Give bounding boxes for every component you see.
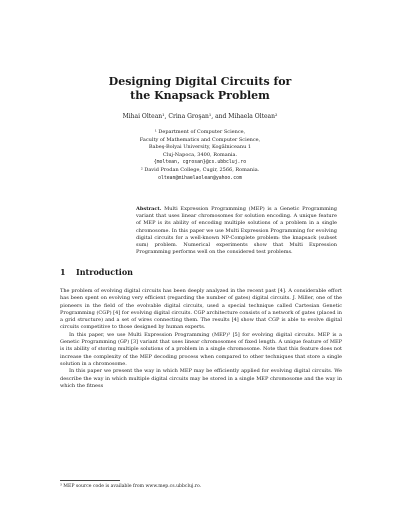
title-line-1: Designing Digital Circuits for (108, 75, 292, 88)
abstract-label: Abstract. (136, 206, 162, 212)
affiliation-email: oltean@mihaelaolean@yahoo.com (158, 175, 242, 181)
footnote-rule (60, 480, 120, 481)
section-number: 1 (60, 267, 66, 277)
affiliation-line: ² David Prodan College, Cugir, 2566, Romania. (140, 166, 260, 173)
title-line-2: the Knapsack Problem (130, 89, 270, 102)
footnote: ³ MEP source code is available from www.mep.cs.ubbcluj.ro. (60, 484, 202, 489)
paper-title (0, 75, 400, 103)
affiliation-line: ¹ Department of Computer Science, (154, 129, 246, 135)
section-title: Introduction (76, 267, 133, 277)
affiliation-line: Babeş-Bolyai University, Kogălniceanu 1 (148, 144, 252, 151)
body-paragraph: The problem of evolving digital circuits has been deeply analyzed in the recent past [4]. A considerable effort has been spent on evolving very efficient (regarding the number of gates) digital circuits. J. Miller, one of the pioneers in the field of the evolvable digital circuits, used a special technique called Cartesian Genetic Programming (CGP) [4] for evolving digital circuits. CGP architecture consists of a network of gates (placed in a grid structure) and a set of wires connecting them. The results [4] show that CGP is able to evolve digital circuits competitive to those designed by human experts. (60, 288, 342, 331)
abstract-text: Multi Expression Programming (MEP) is a Genetic Programming variant that uses linear chromosomes for solution encoding. A unique feature of MEP is its ability of encoding multiple solutions of a problem in a single chromosome. In this paper we use Multi Expression Programming for evolving digital circuits for a well-known NP-Complete problem: the knapsack (subset sum) problem. Numerical experiments show that Multi Expression Programming performs well on the considered test problems. (136, 206, 337, 256)
section-body (60, 288, 342, 390)
affiliations (0, 129, 400, 182)
affiliation-line: Faculty of Mathematics and Computer Science, (139, 136, 261, 143)
body-paragraph: In this paper, we use Multi Expression Programming (MEP)³ [5] for evolving digital circuits. MEP is a Genetic Programming (GP) [3] variant that uses linear chromosomes of fixed length. A unique feature of MEP is its ability of storing multiple solutions of a problem in a single chromosome. Note that this feature does not increase the complexity of the MEP decoding process when compared to other techniques that store a single solution in a chromosome. (60, 331, 342, 367)
affiliation-line: Cluj-Napoca, 3400, Romania. (162, 151, 238, 158)
section-heading (60, 267, 133, 277)
author-list: Mihai Oltean¹, Crina Groşan¹, and Mihaela Oltean² (122, 113, 278, 120)
affiliation-email: {moltean, cgrosan}@cs.ubbcluj.ro (153, 160, 247, 166)
body-paragraph: In this paper we present the way in which MEP may be efficiently applied for evolving digital circuits. We describe the way in which multiple digital circuits may be stored in a single MEP chromosome and the way in which the fitness (60, 368, 342, 389)
abstract (136, 206, 337, 256)
